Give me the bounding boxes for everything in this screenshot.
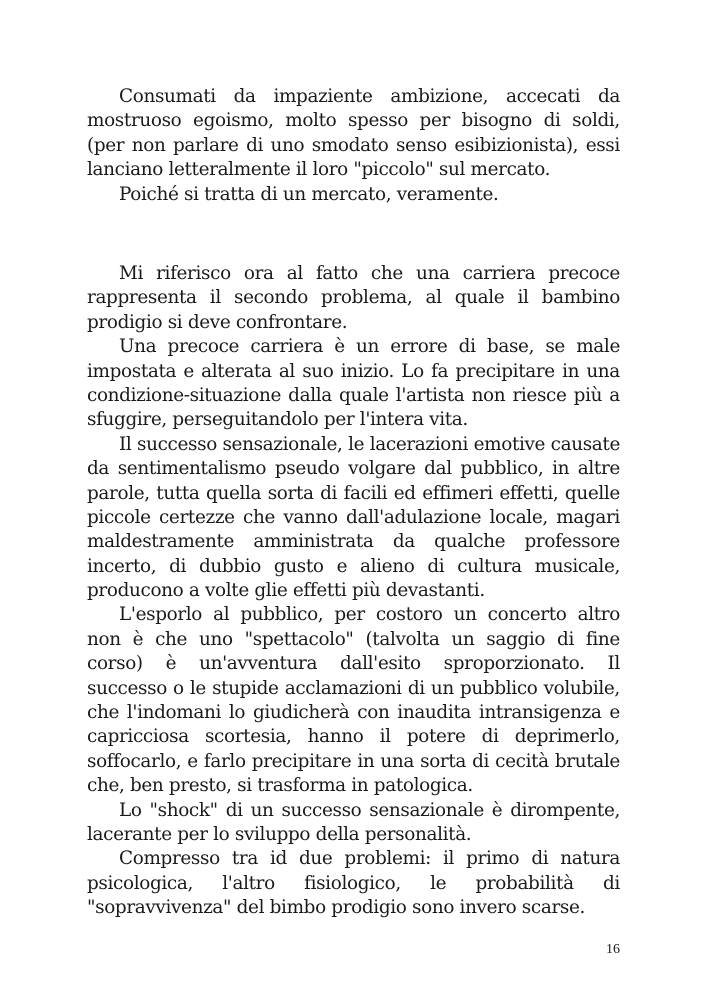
word: quella: [206, 482, 262, 504]
word: in: [562, 360, 580, 382]
text-section-2: [87, 262, 620, 921]
text-line: lacerante per lo sviluppo della personalità.: [87, 823, 472, 845]
justified-line: [87, 872, 620, 896]
word: e: [609, 702, 620, 724]
text-line: [87, 109, 620, 133]
word: senso: [395, 134, 447, 156]
word: o: [173, 677, 184, 699]
word: primo: [466, 848, 520, 870]
justified-line: [87, 286, 620, 310]
word: che: [155, 628, 188, 650]
paragraph: [87, 335, 620, 433]
word: riesce: [512, 384, 567, 406]
word: quelle: [564, 482, 620, 504]
word: Consumati: [119, 86, 216, 107]
word: non: [131, 134, 166, 156]
word: due: [298, 848, 333, 870]
word: successo: [281, 799, 362, 821]
word: parlare: [172, 134, 239, 156]
word: alterata: [201, 360, 272, 382]
word: le: [430, 872, 447, 894]
word: pubblico: [460, 677, 538, 699]
word: è: [334, 336, 345, 358]
word: un: [356, 336, 380, 358]
paragraph: [87, 183, 620, 207]
justified-line: [87, 725, 620, 749]
word: uno: [199, 628, 233, 650]
word: condizione-situazione: [87, 384, 281, 406]
word: problema,: [321, 287, 413, 309]
word: un: [453, 604, 477, 626]
word: volgare: [348, 458, 416, 480]
word: sentimentalismo: [117, 458, 267, 480]
text-line: che, ben presto, si trasforma in patologica.: [87, 775, 473, 797]
word: base,: [486, 336, 535, 358]
word: di: [407, 677, 425, 699]
word: (per: [87, 134, 125, 156]
word: da: [233, 86, 256, 107]
word: successo: [87, 677, 167, 699]
justified-line: [87, 109, 620, 133]
word: di: [543, 110, 561, 132]
word: hanno: [307, 726, 364, 748]
justified-line: [87, 384, 620, 408]
word: uno: [270, 134, 305, 156]
paragraph: [87, 433, 620, 604]
word: un: [430, 677, 454, 699]
word: fisiologico,: [304, 872, 401, 894]
justified-line: [87, 628, 620, 652]
word: per: [419, 110, 450, 132]
word: Compresso: [119, 848, 220, 870]
word: Il: [119, 433, 132, 455]
word: una: [380, 750, 415, 772]
word: il: [517, 287, 529, 309]
page-number: 16: [606, 942, 620, 957]
word: inaudita: [397, 702, 472, 724]
word: è: [165, 653, 177, 675]
text-line: [87, 725, 620, 749]
text-line: [87, 555, 620, 579]
word: farlo: [203, 750, 246, 772]
word: di: [603, 872, 620, 894]
word: precipitare: [251, 750, 352, 772]
word: al: [286, 263, 303, 284]
word: soffocarlo,: [87, 750, 182, 772]
justified-line: [87, 134, 620, 158]
word: qualche: [434, 531, 506, 553]
word: e: [183, 360, 194, 382]
word: più: [573, 384, 603, 406]
justified-line: [87, 482, 620, 506]
word: soldi,: [572, 110, 620, 132]
justified-line: [119, 799, 620, 823]
word: di: [320, 482, 338, 504]
word: impaziente: [273, 86, 373, 107]
word: pseudo: [274, 458, 340, 480]
word: il: [442, 848, 455, 870]
word: sproporzionato.: [443, 653, 585, 675]
text-line: [87, 384, 620, 408]
word: di: [472, 750, 490, 772]
word: cecità: [495, 750, 549, 772]
word: quale: [454, 287, 505, 309]
word: locale,: [489, 506, 548, 528]
text-line: [87, 286, 620, 310]
text-line: [87, 847, 620, 871]
word: di: [481, 726, 499, 748]
text-line: [87, 750, 620, 774]
word: ambizione,: [390, 86, 489, 107]
word: altro: [577, 604, 620, 626]
word: al: [213, 604, 230, 626]
word: al: [278, 360, 295, 382]
justified-line: [87, 652, 620, 676]
word: se: [545, 336, 565, 358]
word: bisogno: [461, 110, 532, 132]
word: musicale,: [534, 555, 620, 577]
word: che: [87, 702, 119, 724]
word: Mi: [119, 263, 144, 284]
word: psicologica,: [87, 872, 193, 894]
text-line: sfuggire, perseguitandolo per l'intera vita.: [87, 409, 468, 431]
justified-line: [87, 701, 620, 725]
word: alieno: [360, 555, 415, 577]
word: piccole: [87, 506, 151, 528]
text-line: [87, 799, 620, 823]
word: essi: [585, 134, 620, 156]
word: rappresenta: [87, 287, 197, 309]
word: non: [87, 628, 121, 650]
word: capricciosa: [87, 726, 189, 748]
text-line: [87, 262, 620, 286]
text-line: [87, 652, 620, 676]
text-section-1: [87, 85, 620, 207]
justified-line: [87, 506, 620, 530]
word: di: [557, 628, 574, 650]
word: di: [225, 799, 243, 821]
word: volubile,: [543, 677, 620, 699]
word: Lo: [119, 799, 142, 821]
word: sensazionale: [369, 799, 484, 821]
word: "shock": [149, 799, 218, 821]
word: magari: [556, 506, 620, 528]
word: pubblico,: [460, 458, 544, 480]
justified-line: [87, 677, 620, 701]
word: bambino: [541, 287, 620, 309]
text-line: [87, 85, 620, 109]
text-line: [87, 482, 620, 506]
text-line: [87, 677, 620, 701]
word: riferisco: [156, 263, 231, 284]
text-line: Poiché si tratta di un mercato, veramente.: [119, 183, 499, 205]
word: Lo: [401, 360, 424, 382]
justified-line: [119, 335, 620, 359]
word: al: [425, 287, 442, 309]
word: professore: [524, 531, 620, 553]
word: scortesia,: [204, 726, 292, 748]
word: dall'esito: [340, 653, 421, 675]
word: che: [370, 263, 403, 284]
paragraph: [87, 799, 620, 848]
text-line: [87, 457, 620, 481]
word: accecati: [505, 86, 581, 107]
word: emotive: [473, 433, 546, 455]
paragraph: [87, 262, 620, 335]
word: sorta: [420, 750, 467, 772]
word: smodato: [311, 134, 389, 156]
justified-line: [87, 530, 620, 554]
paragraph: [87, 603, 620, 798]
word: (talvolta: [365, 628, 440, 650]
word: id: [269, 848, 287, 870]
word: concerto: [487, 604, 567, 626]
word: gusto: [273, 555, 324, 577]
word: tra: [231, 848, 258, 870]
word: giudicherà: [252, 702, 350, 724]
word: quale: [339, 384, 389, 406]
word: altre: [577, 458, 620, 480]
word: è: [491, 799, 503, 821]
word: l'altro: [222, 872, 275, 894]
word: brutale: [554, 750, 620, 772]
word: un: [250, 799, 274, 821]
word: di: [246, 134, 264, 156]
text-line: [87, 360, 620, 384]
text-line: [87, 628, 620, 652]
word: il: [209, 287, 221, 309]
word: è: [132, 628, 144, 650]
word: lacerazioni: [369, 433, 469, 455]
word: certezze: [158, 506, 235, 528]
text-line: prodigio si deve confrontare.: [87, 311, 348, 333]
word: da: [597, 86, 620, 107]
word: carriera: [250, 336, 323, 358]
word: dall'adulazione: [346, 506, 482, 528]
word: "spettacolo": [244, 628, 354, 650]
word: le: [189, 677, 206, 699]
word: lo: [228, 702, 246, 724]
word: natura: [560, 848, 620, 870]
paragraph: [87, 85, 620, 183]
word: male: [576, 336, 620, 358]
text-line: [87, 433, 620, 457]
word: parole,: [87, 482, 150, 504]
word: di: [427, 555, 445, 577]
word: sensazionale,: [222, 433, 343, 455]
justified-line: [119, 85, 620, 109]
word: pubblico,: [240, 604, 324, 626]
word: l'indomani: [126, 702, 221, 724]
word: e: [187, 750, 198, 772]
word: dalla: [288, 384, 332, 406]
word: inizio.: [340, 360, 395, 382]
word: dal: [424, 458, 452, 480]
word: in: [357, 750, 375, 772]
word: esibizionista),: [454, 134, 579, 156]
word: egoismo,: [193, 110, 274, 132]
text-line: lanciano letteralmente il loro "piccolo" sul mercato.: [87, 159, 551, 181]
word: corso): [87, 653, 143, 675]
word: amministrata: [253, 531, 374, 553]
word: causate: [550, 433, 620, 455]
word: problemi:: [344, 848, 431, 870]
word: fatto: [315, 263, 358, 284]
word: e: [336, 555, 348, 577]
word: dubbio: [198, 555, 261, 577]
word: in: [552, 458, 570, 480]
word: incerto,: [87, 555, 157, 577]
word: molto: [285, 110, 337, 132]
text-line: producono a volte glie effetti più devastanti.: [87, 580, 485, 602]
text-line: [87, 335, 620, 359]
word: sorta: [267, 482, 314, 504]
word: acclamazioni: [284, 677, 402, 699]
word: tutta: [156, 482, 200, 504]
text-line: [87, 701, 620, 725]
word: una: [586, 360, 620, 382]
justified-line: [119, 603, 620, 627]
word: non: [471, 384, 506, 406]
word: precoce: [548, 263, 620, 284]
justified-line: [119, 433, 620, 457]
paragraph: [87, 847, 620, 920]
word: secondo: [233, 287, 308, 309]
word: da: [87, 458, 110, 480]
word: facili: [343, 482, 388, 504]
word: ed: [393, 482, 416, 504]
word: stupide: [212, 677, 279, 699]
word: una: [415, 263, 450, 284]
text-line: [87, 530, 620, 554]
word: che: [243, 506, 276, 528]
justified-line: [87, 457, 620, 481]
word: vanno: [283, 506, 338, 528]
word: deprimerlo,: [514, 726, 620, 748]
word: Una: [119, 336, 157, 358]
word: effimeri: [422, 482, 493, 504]
word: intransigenza: [478, 702, 602, 724]
word: di: [169, 555, 187, 577]
word: successo: [137, 433, 217, 455]
word: fa: [431, 360, 449, 382]
word: l'artista: [395, 384, 465, 406]
word: effetti,: [499, 482, 559, 504]
justified-line: [87, 555, 620, 579]
text-line: "sopravvivenza" del bimbo prodigio sono invero scarse.: [87, 897, 586, 919]
word: impostata: [87, 360, 177, 382]
text-line: [87, 603, 620, 627]
word: cultura: [457, 555, 522, 577]
word: maldestramente: [87, 531, 235, 553]
word: a: [609, 384, 620, 406]
word: spesso: [347, 110, 408, 132]
word: saggio: [486, 628, 546, 650]
word: fine: [585, 628, 620, 650]
justified-line: [87, 750, 620, 774]
word: precipitare: [455, 360, 555, 382]
text-line: [87, 872, 620, 896]
word: per: [334, 604, 365, 626]
word: carriera: [462, 263, 536, 284]
justified-line: [87, 360, 620, 384]
word: con: [357, 702, 390, 724]
word: L'esporlo: [119, 604, 203, 626]
justified-line: [119, 847, 620, 871]
word: dirompente,: [510, 799, 620, 821]
word: precoce: [167, 336, 240, 358]
word: probabilità: [475, 872, 574, 894]
text-line: [87, 134, 620, 158]
word: le: [348, 433, 365, 455]
word: potere: [406, 726, 466, 748]
word: da: [392, 531, 415, 553]
word: errore: [390, 336, 448, 358]
word: mostruoso: [87, 110, 182, 132]
word: il: [379, 726, 391, 748]
word: un: [451, 628, 475, 650]
word: un'avventura: [199, 653, 318, 675]
word: Il: [607, 653, 620, 675]
word: ora: [243, 263, 274, 284]
word: suo: [302, 360, 334, 382]
word: costoro: [375, 604, 443, 626]
word: di: [458, 336, 476, 358]
text-line: [87, 506, 620, 530]
word: di: [531, 848, 549, 870]
justified-line: [119, 262, 620, 286]
